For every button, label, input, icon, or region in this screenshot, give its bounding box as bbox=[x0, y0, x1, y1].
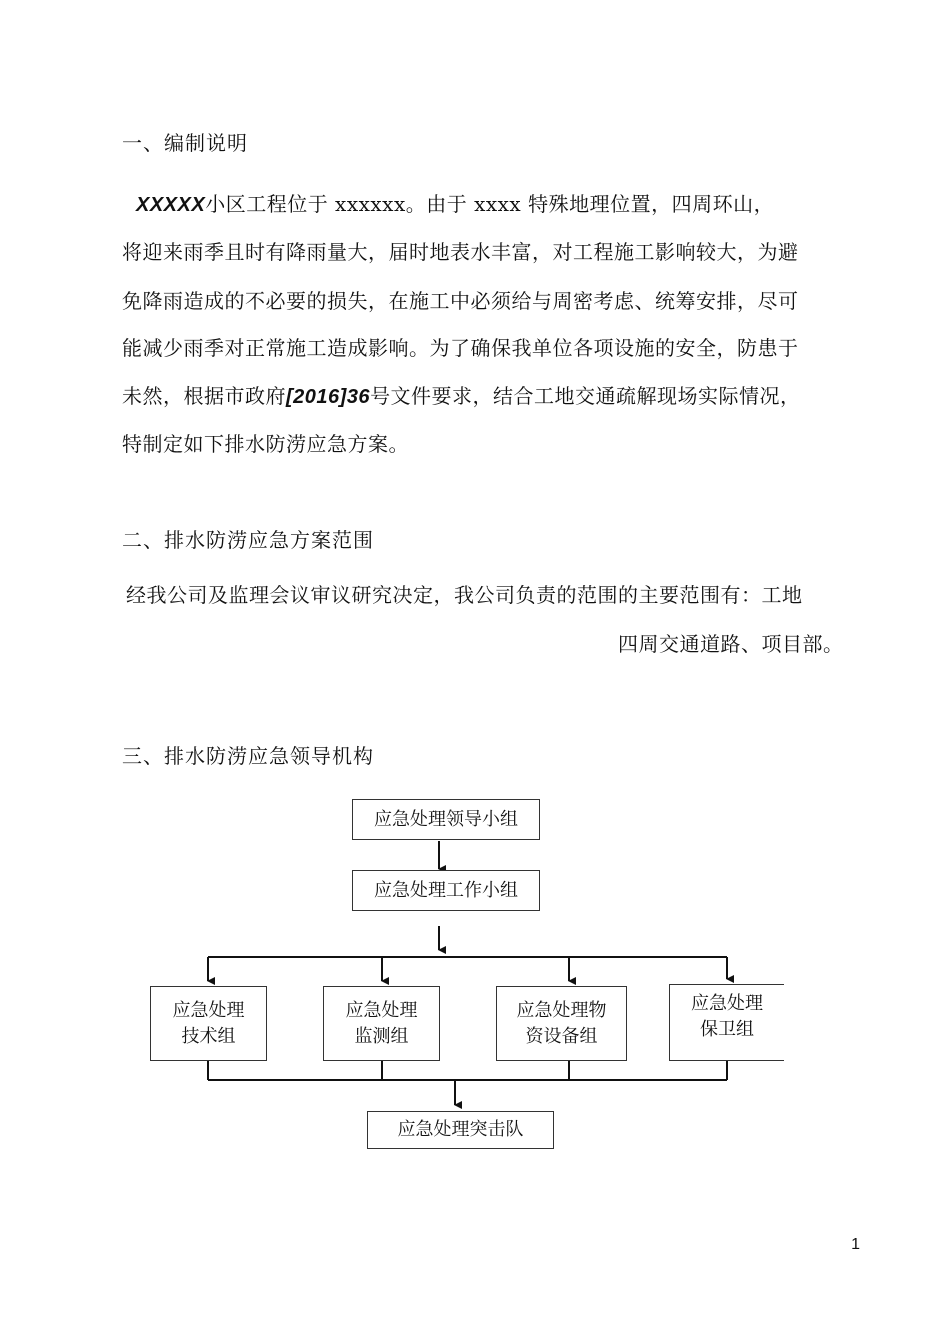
work-group-box bbox=[352, 870, 540, 911]
section-2-heading: 二、排水防涝应急方案范围 bbox=[122, 528, 374, 552]
section-1-line-4: 能减少雨季对正常施工造成影响。为了确保我单位各项设施的安全，防患于 bbox=[122, 336, 799, 360]
supply-group-label-1: 应急处理物 bbox=[516, 999, 607, 1021]
monitor-group-box bbox=[323, 986, 440, 1061]
leader-group-box bbox=[352, 799, 540, 840]
tech-group-box bbox=[150, 986, 267, 1061]
strike-team-box bbox=[367, 1111, 554, 1149]
work-group-label: 应急处理工作小组 bbox=[374, 879, 518, 901]
section-2-line-2: 四周交通道路、项目部。 bbox=[618, 632, 844, 656]
section-1-line-3: 免降雨造成的不必要的损失，在施工中必须给与周密考虑、统筹安排，尽可 bbox=[122, 289, 799, 313]
section-1-line-6: 特制定如下排水防涝应急方案。 bbox=[122, 432, 409, 456]
tech-group-label-1: 应急处理 bbox=[172, 999, 245, 1021]
page-number: 1 bbox=[851, 1236, 860, 1253]
supply-group-label-2: 资设备组 bbox=[525, 1025, 598, 1047]
project-name-placeholder: XXXXX bbox=[136, 194, 206, 216]
section-1-heading: 一、编制说明 bbox=[122, 131, 248, 155]
document-number: [2016]36 bbox=[286, 386, 371, 408]
security-group-box bbox=[669, 984, 784, 1061]
supply-group-box bbox=[496, 986, 627, 1061]
tech-group-label-2: 技术组 bbox=[181, 1025, 236, 1047]
section-3-heading: 三、排水防涝应急领导机构 bbox=[122, 744, 374, 768]
monitor-group-label-2: 监测组 bbox=[354, 1025, 409, 1047]
section-2-line-1: 经我公司及监理会议审议研究决定，我公司负责的范围的主要范围有：工地 bbox=[126, 583, 803, 607]
leader-group-label: 应急处理领导小组 bbox=[374, 808, 518, 830]
section-1-line-1-text: 小区工程位于 xxxxxx。由于 xxxx 特殊地理位置，四周环山， bbox=[205, 192, 775, 216]
strike-team-label: 应急处理突击队 bbox=[397, 1119, 524, 1140]
monitor-group-label-1: 应急处理 bbox=[345, 999, 418, 1021]
section-1-line-2: 将迎来雨季且时有降雨量大，届时地表水丰富，对工程施工影响较大，为避 bbox=[122, 240, 799, 264]
security-group-label-1: 应急处理 bbox=[691, 993, 763, 1014]
section-1-line-5-post: 号文件要求，结合工地交通疏解现场实际情况， bbox=[370, 384, 801, 408]
section-1-line-5-pre: 未然，根据市政府 bbox=[122, 384, 286, 408]
security-group-label-2: 保卫组 bbox=[700, 1019, 754, 1040]
